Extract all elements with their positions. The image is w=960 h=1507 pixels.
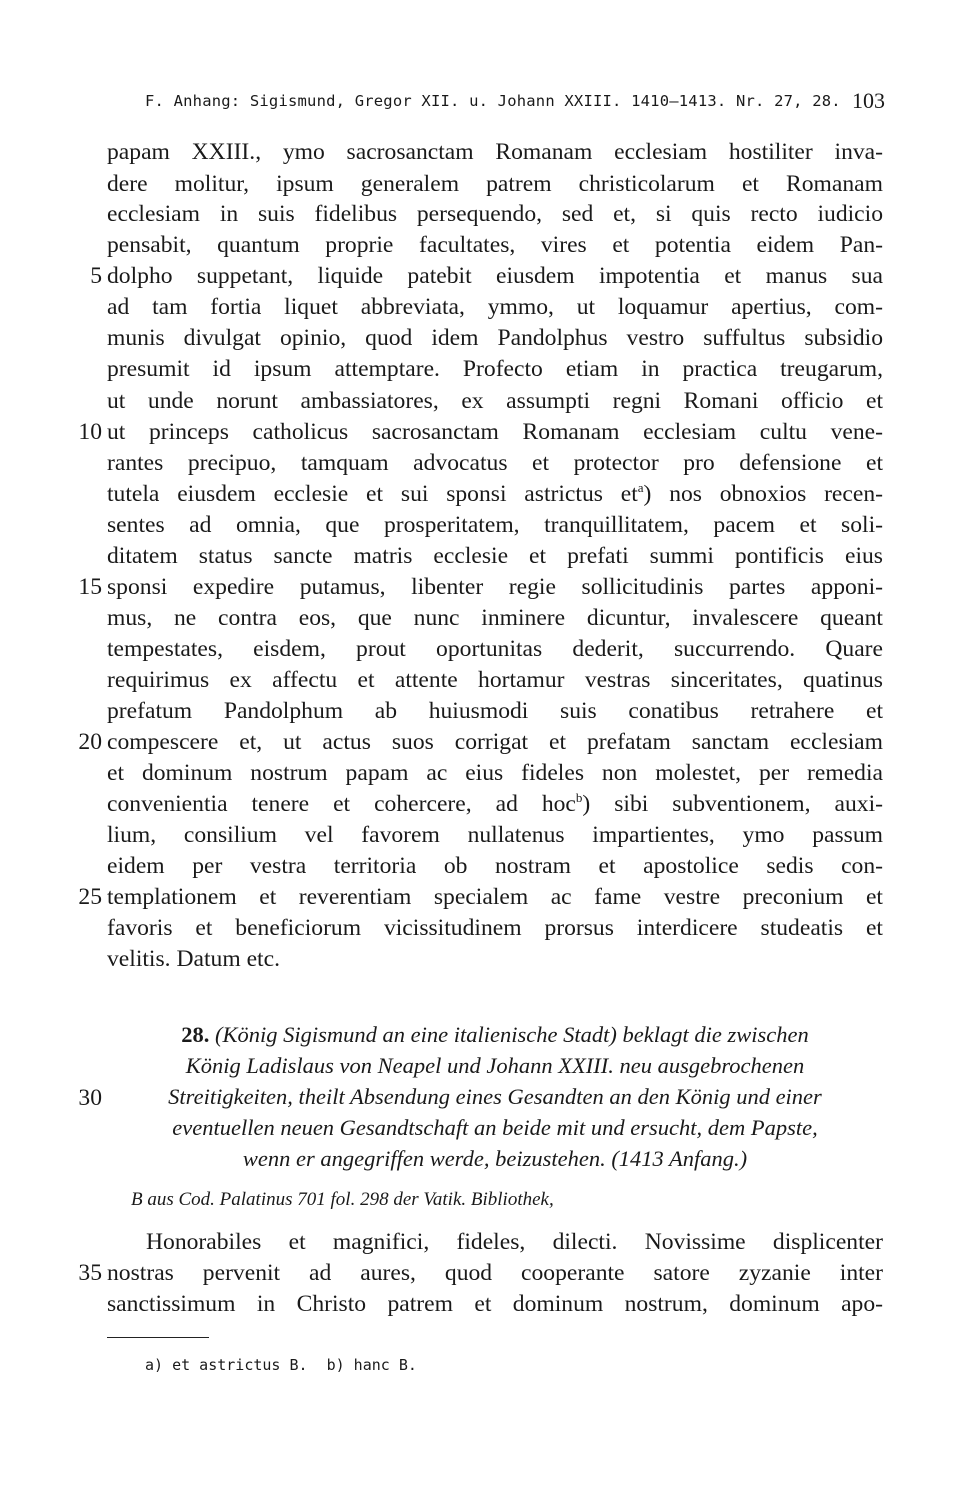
text-line: sanctissimum in Christo patrem et dominum nostrum, dominum apo- — [107, 1291, 883, 1317]
text-line: prefatum Pandolphum ab huiusmodi suis conatibus retrahere et — [107, 698, 883, 724]
text-line: mus, ne contra eos, que nunc inminere dicuntur, invalescere queant — [107, 605, 883, 631]
footnotes — [145, 1355, 417, 1375]
text-segment: tutela eiusdem ecclesie et sui sponsi astrictus et — [107, 481, 638, 507]
footnote-divider — [107, 1337, 209, 1338]
running-head: F. Anhang: Sigismund, Gregor XII. u. Johann XXIII. 1410—1413. Nr. 27, 28. — [145, 92, 841, 110]
text-line: papam XXIII., ymo sacrosanctam Romanam ecclesiam hostiliter inva- — [107, 139, 883, 165]
text-line: ecclesiam in suis fidelibus persequendo, sed et, si quis recto iudicio — [107, 201, 883, 227]
text-line: dere molitur, ipsum generalem patrem christicolarum et Romanam — [107, 171, 883, 197]
text-segment: ) sibi subventionem, auxi- — [582, 791, 883, 817]
text-line: pensabit, quantum proprie facultates, vires et potentia eidem Pan- — [107, 232, 883, 258]
line-number: 30 — [78, 1085, 102, 1111]
text-segment: convenientia tenere et cohercere, ad hoc — [107, 791, 576, 817]
text-line: ut unde norunt ambassiatores, ex assumpti regni Romani officio et — [107, 388, 883, 414]
text-line: dolpho suppetant, liquide patebit eiusdem impotentia et manus sua — [107, 263, 883, 289]
text-line: rantes precipuo, tamquam advocatus et protector pro defensione et — [107, 450, 883, 476]
heading-text: (König Sigismund an eine italienische Stadt) beklagt die zwischen — [215, 1022, 809, 1047]
text-line: ditatem status sancte matris ecclesie et prefati summi pontificis eius — [107, 543, 883, 569]
source-note: B aus Cod. Palatinus 701 fol. 298 der Vatik. Bibliothek, — [131, 1189, 554, 1210]
text-line: ut princeps catholicus sacrosanctam Romanam ecclesiam cultu vene- — [107, 419, 883, 445]
text-line: tempestates, eisdem, prout oportunitas dederit, succurrendo. Quare — [107, 636, 883, 662]
document-number: 28. — [181, 1022, 210, 1047]
text-line — [107, 478, 883, 510]
text-line: Honorabiles et magnifici, fideles, dilecti. Novissime displicenter — [146, 1229, 883, 1255]
text-line: ad tam fortia liquet abbreviata, ymmo, ut loquamur apertius, com- — [107, 294, 883, 320]
text-line: presumit id ipsum attemptare. Profecto etiam in practica treugarum, — [107, 356, 883, 382]
document-heading-line: eventuellen neuen Gesandtschaft an beide mit und ersucht, dem Papste, — [172, 1115, 818, 1140]
text-segment: ) nos obnoxios recen- — [643, 481, 884, 507]
running-header — [145, 90, 885, 112]
text-line: requirimus ex affectu et attente hortamur vestras sinceritates, quatinus — [107, 667, 883, 693]
footnote-a: a) et astrictus B. — [145, 1356, 308, 1374]
line-number: 15 — [78, 574, 102, 600]
page-number: 103 — [852, 88, 885, 113]
text-line: munis divulgat opinio, quod idem Pandolphus vestro suffultus subsidio — [107, 325, 883, 351]
footnote-b: b) hanc B. — [326, 1356, 417, 1374]
line-number: 25 — [78, 884, 102, 910]
document-heading-line: König Ladislaus von Neapel und Johann XXIII. neu ausgebrochenen — [185, 1053, 805, 1078]
text-line — [107, 788, 883, 820]
line-number: 10 — [78, 419, 102, 445]
text-line: lium, consilium vel favorem nullatenus impartientes, ymo passum — [107, 822, 883, 848]
document-heading-line: wenn er angegriffen werde, beizustehen. (1413 Anfang.) — [242, 1146, 748, 1171]
line-number: 20 — [78, 729, 102, 755]
text-line: eidem per vestra territoria ob nostram et apostolice sedis con- — [107, 853, 883, 879]
text-line: velitis. Datum etc. — [107, 946, 280, 972]
text-line: compescere et, ut actus suos corrigat et prefatam sanctam ecclesiam — [107, 729, 883, 755]
document-heading-line — [106, 1020, 884, 1050]
text-line: et dominum nostrum papam ac eius fideles non molestet, per remedia — [107, 760, 883, 786]
line-number: 35 — [78, 1260, 102, 1286]
line-number: 5 — [90, 263, 102, 289]
text-line: nostras pervenit ad aures, quod cooperante satore zyzanie inter — [107, 1260, 883, 1286]
text-line: sponsi expedire putamus, libenter regie sollicitudinis partes apponi- — [107, 574, 883, 600]
text-line: favoris et beneficiorum vicissitudinem prorsus interdicere studeatis et — [107, 915, 883, 941]
footnote-ref-b: b — [575, 790, 583, 805]
footnote-ref-a: a — [637, 480, 644, 495]
text-line: sentes ad omnia, que prosperitatem, tranquillitatem, pacem et soli- — [107, 512, 883, 538]
text-line: templationem et reverentiam specialem ac fame vestre preconium et — [107, 884, 883, 910]
document-heading-line: Streitigkeiten, theilt Absendung eines Gesandten an den König und einer — [168, 1084, 822, 1109]
